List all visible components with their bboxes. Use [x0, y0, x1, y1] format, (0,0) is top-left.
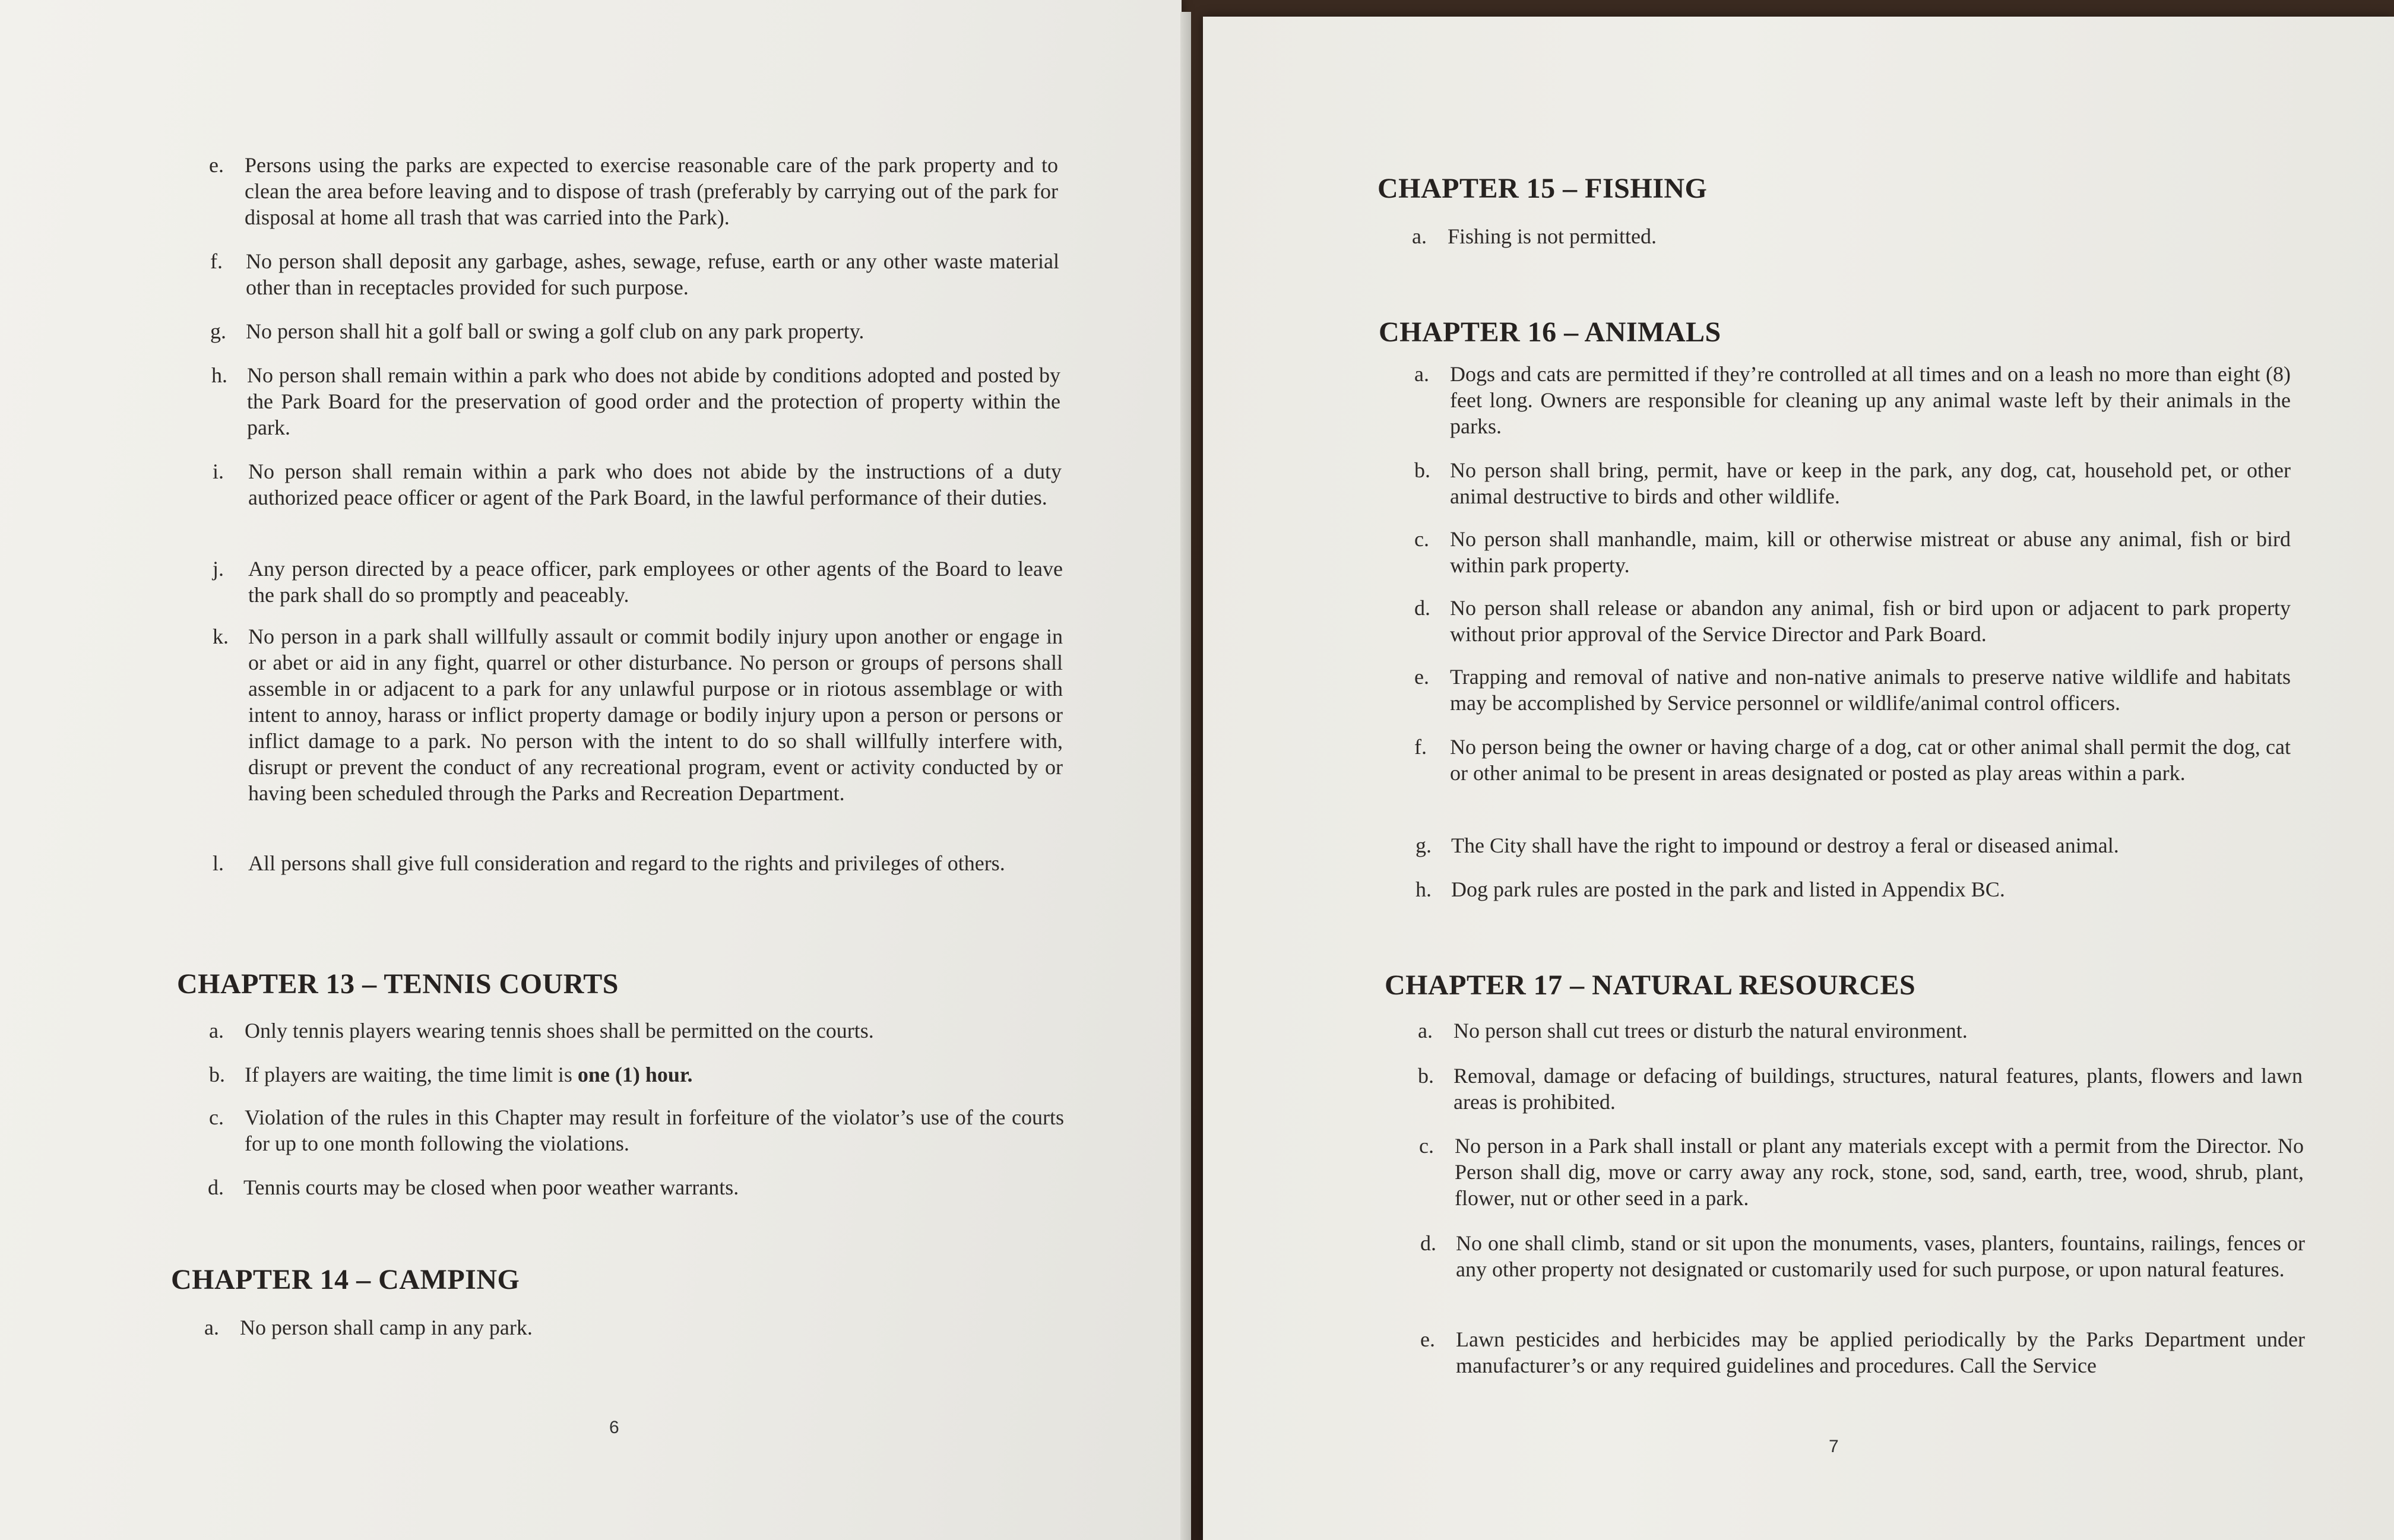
time-limit: one (1) hour.: [577, 1063, 693, 1086]
left-page: [0, 0, 1182, 1540]
chapter-16-title: CHAPTER 16 – ANIMALS: [1379, 316, 1721, 348]
chapter-15-title: CHAPTER 15 – FISHING: [1378, 173, 1708, 204]
animal-rule-c: c. No person shall manhandle, maim, kill or otherwise mistreat or abuse any animal, fish or bird within park property.: [1414, 527, 2291, 577]
animal-rule-d: d. No person shall release or abandon any animal, fish or bird upon or adjacent to park property without prior approval of the Service Director and Park Board.: [1414, 596, 2291, 646]
rule-item-h: h. No person shall remain within a park who does not abide by conditions adopted and posted by the Park Board for the preservation of good order and the protection of property within the park.: [211, 363, 1060, 439]
nature-rule-c: c. No person in a Park shall install or plant any materials except with a permit from the Director. No Person shall dig, move or carry away any rock, stone, sod, sand, earth, tree, wood, shrub, plant, flower, nut or other seed in a park.: [1419, 1134, 2304, 1210]
tennis-rule-c: c. Violation of the rules in this Chapter may result in forfeiture of the violator’s use of the courts for up to one month following the violations.: [209, 1105, 1064, 1155]
rule-item-e: e. Persons using the parks are expected to exercise reasonable care of the park property and to clean the area before leaving and to dispose of trash (preferably by carrying out of the park for disposal at home all trash that was carried into the Park).: [209, 153, 1058, 229]
rule-item-g: g. No person shall hit a golf ball or swing a golf club on any park property.: [210, 319, 864, 343]
chapter-13-title: CHAPTER 13 – TENNIS COURTS: [177, 968, 619, 1000]
rule-item-k: k. No person in a park shall willfully assault or commit bodily injury upon another or engage in or abet or aid in any fight, quarrel or other disturbance. No person or groups of persons shall assemble in or adjacent to a park for any unlawful purpose or in riotous assemblage or with intent to annoy, harass or inflict property damage or bodily injury upon a person or persons or inflict damage to a park. No person with the intent to do so shall willfully interfere with, disrupt or prevent the conduct of any recreational program, event or activity conducted by or having been scheduled through the Parks and Recreation Department.: [213, 625, 1063, 805]
tennis-rule-b: b. If players are waiting, the time limit is one (1) hour.: [209, 1063, 693, 1086]
animal-rule-e: e. Trapping and removal of native and non-native animals to preserve native wildlife and habitats may be accomplished by Service personnel or wildlife/animal control officers.: [1414, 665, 2291, 715]
animal-rule-a: a. Dogs and cats are permitted if they’re controlled at all times and on a leash no more than eight (8) feet long. Owners are responsible for cleaning up any animal waste left by their animals in the parks.: [1414, 362, 2291, 438]
animal-rule-f: f. No person being the owner or having charge of a dog, cat or other animal shall permit the dog, cat or other animal to be present in areas designated or posted as play areas within a park.: [1414, 735, 2291, 785]
nature-rule-b: b. Removal, damage or defacing of buildings, structures, natural features, plants, flowers and lawn areas is prohibited.: [1418, 1064, 2303, 1114]
nature-rule-e: e. Lawn pesticides and herbicides may be applied periodically by the Parks Department under manufacturer’s or any required guidelines and procedures. Call the Service: [1420, 1327, 2305, 1377]
fishing-rule-a: a. Fishing is not permitted.: [1412, 224, 1657, 248]
nature-rule-a: a. No person shall cut trees or disturb the natural environment.: [1418, 1019, 1968, 1042]
animal-rule-h: h. Dog park rules are posted in the park and listed in Appendix BC.: [1416, 877, 2005, 901]
animal-rule-b: b. No person shall bring, permit, have or keep in the park, any dog, cat, household pet, or other animal destructive to birds and other wildlife.: [1414, 458, 2291, 508]
rule-item-l: l. All persons shall give full consideration and regard to the rights and privileges of others.: [213, 851, 1005, 875]
page-edge: [1180, 12, 1191, 1540]
nature-rule-d: d. No one shall climb, stand or sit upon the monuments, vases, planters, fountains, railings, fences or any other property not designated or customarily used for such purpose, or upon natural features.: [1420, 1231, 2305, 1281]
page-number-6: 6: [609, 1418, 619, 1437]
right-page: [1203, 17, 2394, 1540]
tennis-rule-d: d. Tennis courts may be closed when poor weather warrants.: [208, 1175, 739, 1199]
rule-item-f: f. No person shall deposit any garbage, ashes, sewage, refuse, earth or any other waste material other than in receptacles provided for such purpose.: [210, 249, 1059, 299]
rule-item-i: i. No person shall remain within a park who does not abide by the instructions of a duty authorized peace officer or agent of the Park Board, in the lawful performance of their duties.: [213, 460, 1062, 509]
chapter-14-title: CHAPTER 14 – CAMPING: [171, 1264, 520, 1295]
camping-rule-a: a. No person shall camp in any park.: [204, 1316, 533, 1339]
rule-item-j: j. Any person directed by a peace officer, park employees or other agents of the Board to leave the park shall do so promptly and peaceably.: [213, 557, 1063, 607]
page-number-7: 7: [1829, 1437, 1839, 1456]
chapter-17-title: CHAPTER 17 – NATURAL RESOURCES: [1385, 969, 1916, 1001]
tennis-rule-a: a. Only tennis players wearing tennis shoes shall be permitted on the courts.: [209, 1019, 874, 1042]
animal-rule-g: g. The City shall have the right to impound or destroy a feral or diseased animal.: [1416, 834, 2119, 857]
